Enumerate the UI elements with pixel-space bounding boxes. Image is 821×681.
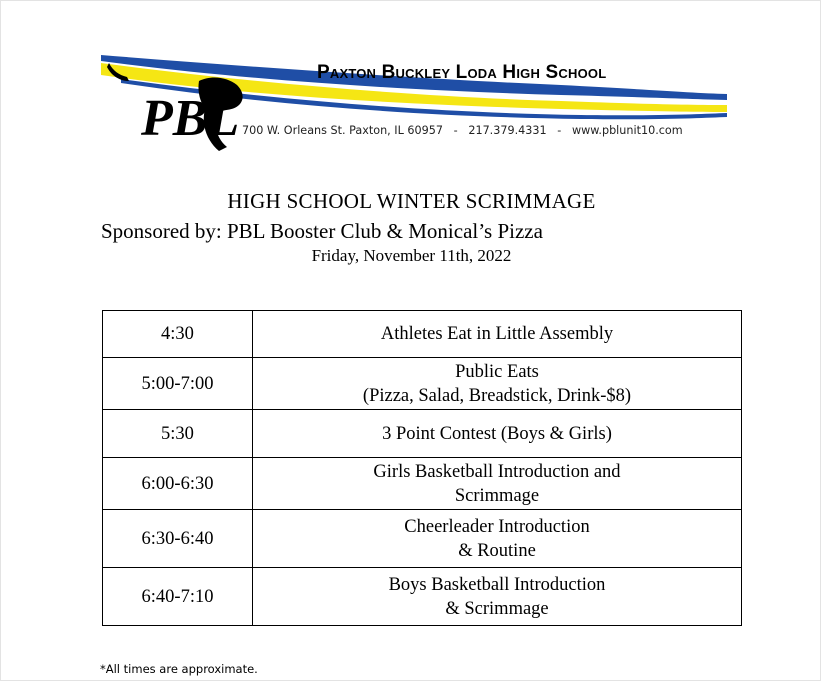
table-row (103, 568, 742, 626)
time-cell: 4:30 (103, 311, 253, 358)
table-row (103, 510, 742, 568)
activity-cell (253, 568, 742, 626)
table-row (103, 458, 742, 510)
school-name: Paxton Buckley Loda High School (317, 62, 607, 83)
activity-line: Public Eats (455, 361, 539, 382)
table-row (103, 358, 742, 410)
activity-cell (253, 458, 742, 510)
school-logo (1, 1, 821, 171)
activity-line: Girls Basketball Introduction and (373, 461, 621, 482)
time-cell: 5:30 (103, 410, 253, 458)
table-row (103, 410, 742, 458)
activity-line: Scrimmage (454, 485, 540, 506)
activity-line: (Pizza, Salad, Breadstick, Drink-$8) (362, 385, 632, 406)
activity-line: Boys Basketball Introduction (388, 574, 606, 595)
logo-letters: PBL (141, 90, 240, 147)
event-title: HIGH SCHOOL WINTER SCRIMMAGE (227, 189, 596, 213)
school-address: 700 W. Orleans St. Paxton, IL 60957 - 217.379.4331 - www.pblunit10.com (242, 124, 683, 137)
activity-line: 3 Point Contest (Boys & Girls) (382, 423, 612, 444)
event-date: Friday, November 11th, 2022 (311, 246, 512, 265)
table-row (103, 311, 742, 358)
activity-line: Cheerleader Introduction (404, 516, 590, 537)
activity-cell (253, 410, 742, 458)
activity-cell (253, 358, 742, 410)
activity-line: & Scrimmage (445, 598, 549, 619)
activity-cell (253, 311, 742, 358)
event-sponsor: Sponsored by: PBL Booster Club & Monical’s Pizza (101, 219, 543, 243)
activity-line: Athletes Eat in Little Assembly (380, 324, 614, 344)
activity-cell (253, 510, 742, 568)
time-cell: 5:00-7:00 (103, 358, 253, 410)
time-cell: 6:30-6:40 (103, 510, 253, 568)
footnote: *All times are approximate. (100, 662, 258, 676)
time-cell: 6:00-6:30 (103, 458, 253, 510)
time-cell: 6:40-7:10 (103, 568, 253, 626)
schedule-table (102, 310, 742, 626)
activity-line: & Routine (458, 540, 536, 561)
